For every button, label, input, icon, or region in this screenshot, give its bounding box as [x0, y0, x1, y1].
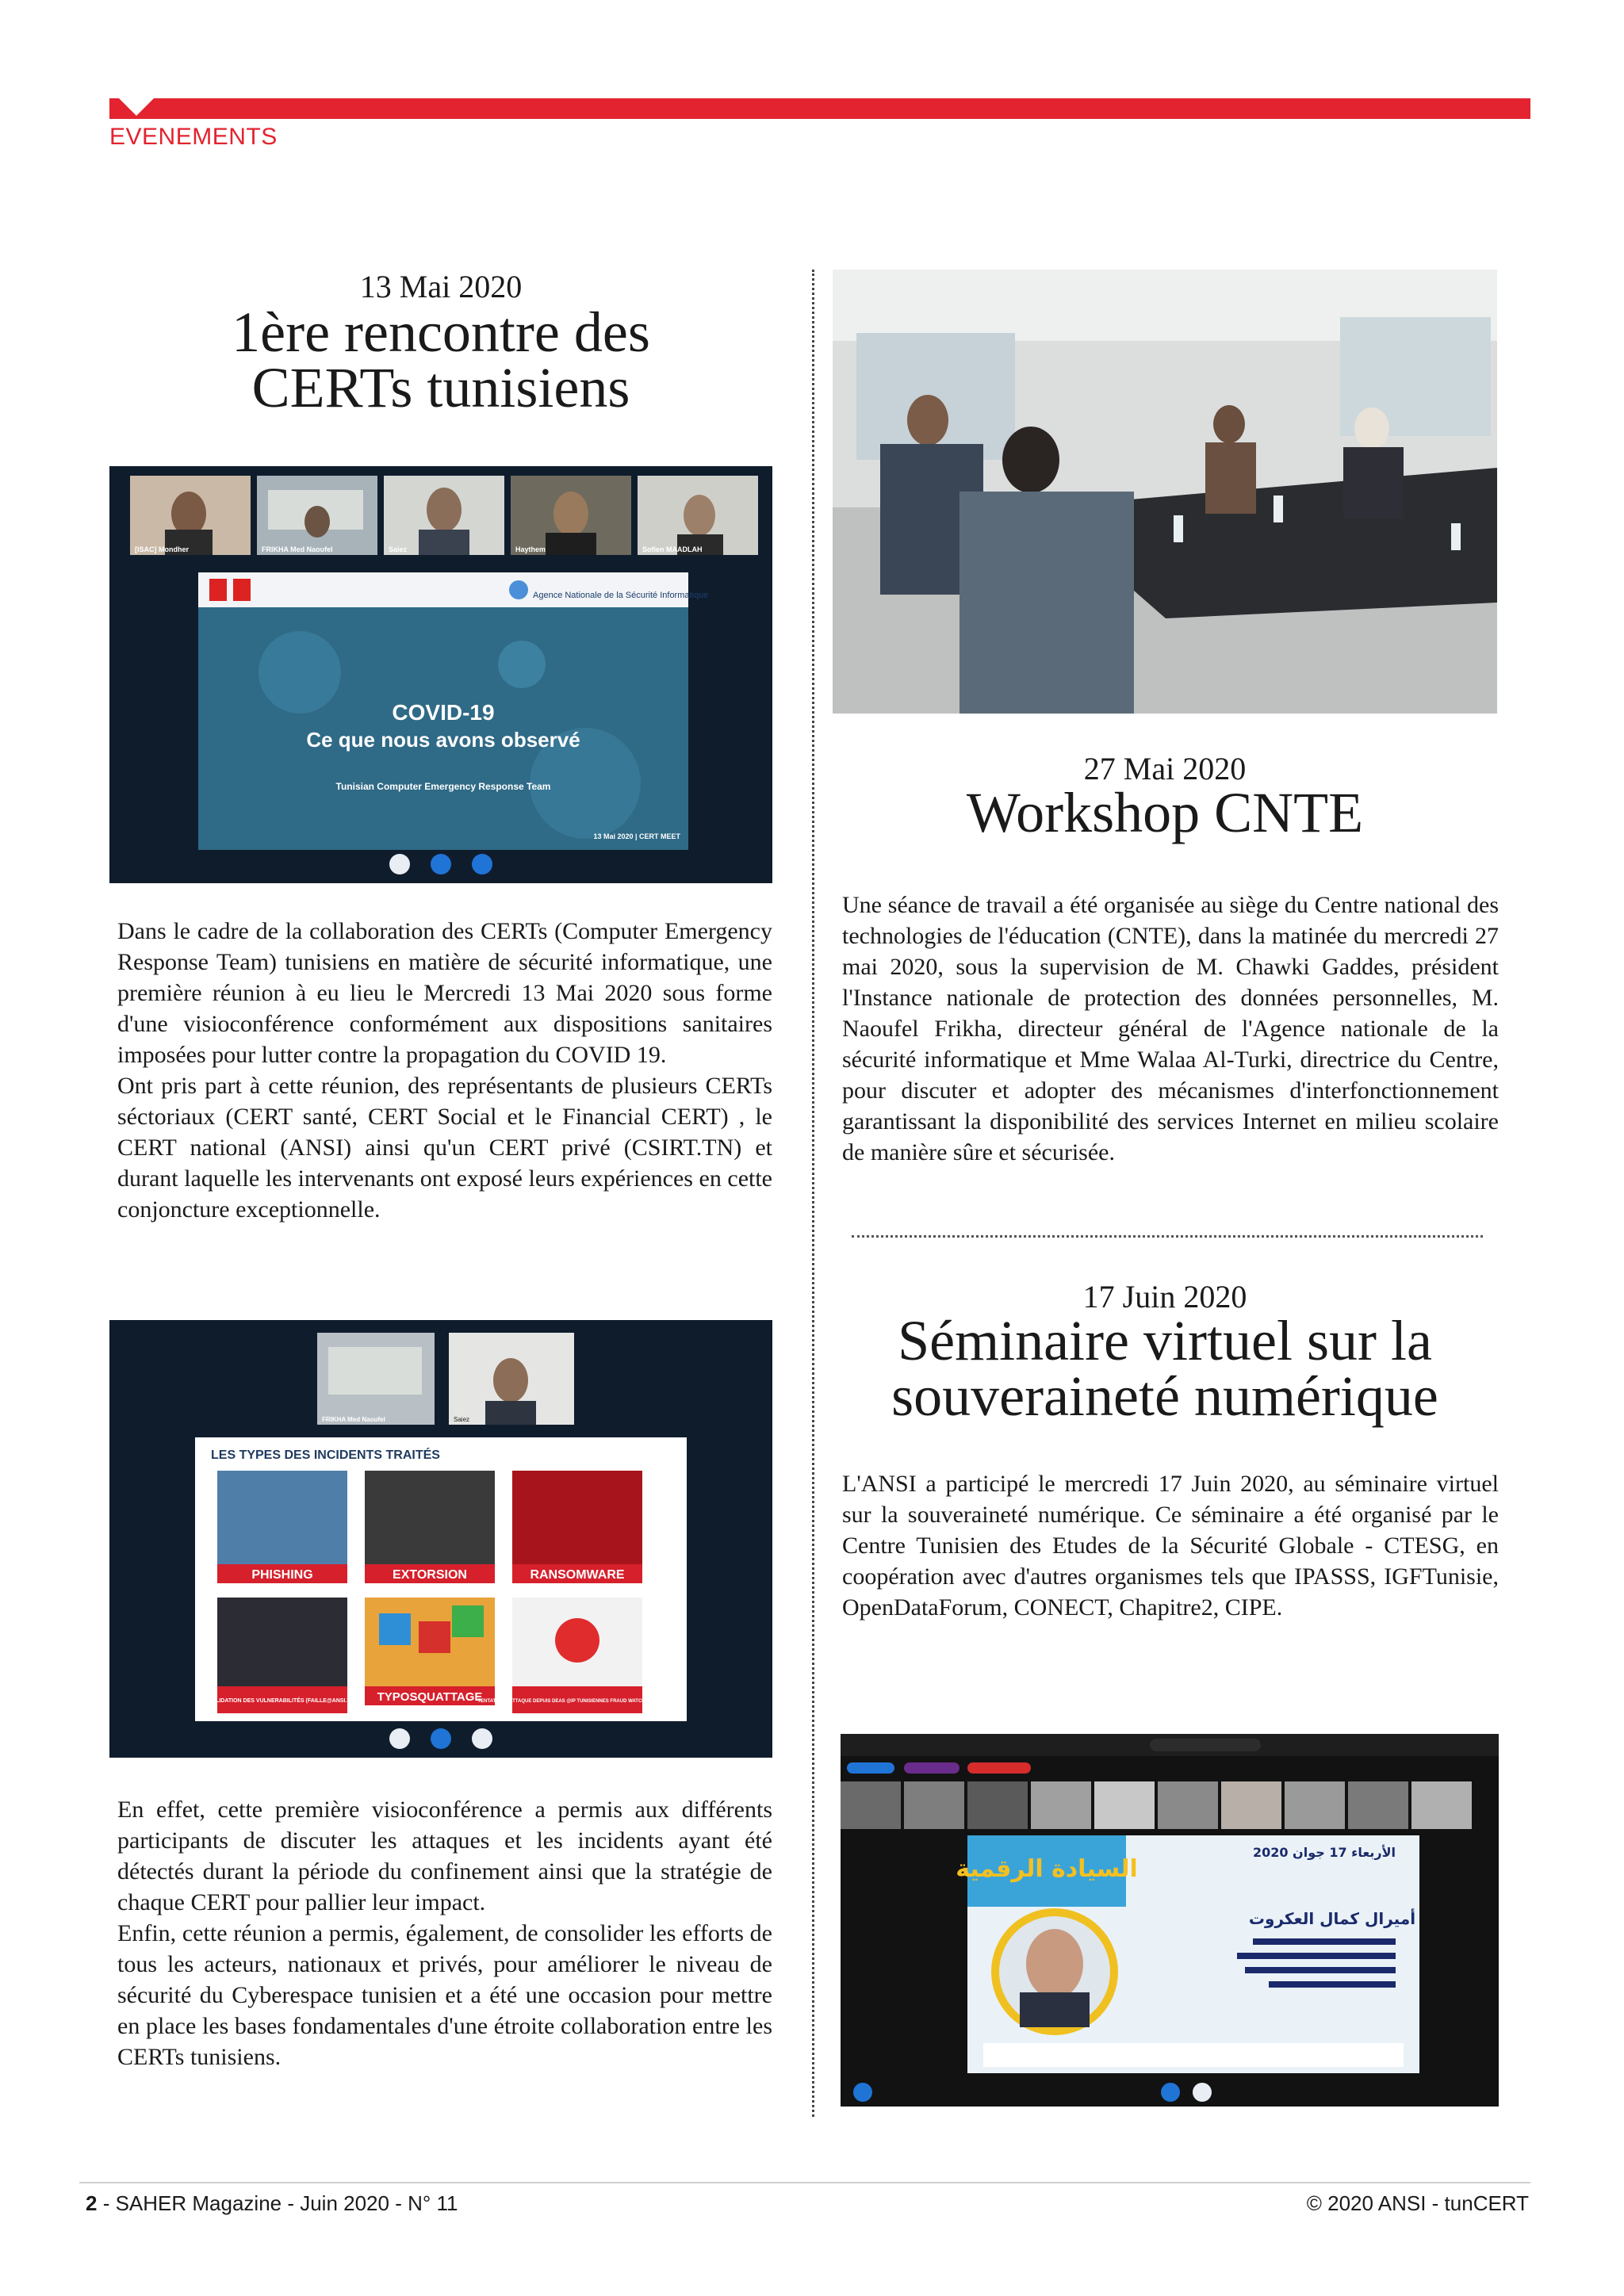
incident-label-phishing: PHISHING — [251, 1568, 313, 1582]
mute-icon-2[interactable] — [389, 1728, 410, 1749]
article3-body — [842, 1468, 1499, 1623]
article1-title — [109, 300, 772, 419]
incident-label-typosquattage: TYPOSQUATTAGE — [377, 1690, 483, 1704]
article3-title-line2: souveraineté numérique — [891, 1364, 1438, 1428]
videoconference-1-graphic — [109, 466, 772, 883]
article2-title: Workshop CNTE — [966, 781, 1364, 844]
add-icon[interactable] — [853, 2083, 872, 2102]
magazine-info: - SAHER Magazine - Juin 2020 - N° 11 — [97, 2191, 458, 2215]
camera-icon[interactable] — [472, 854, 492, 874]
camera-icon-3[interactable] — [1193, 2083, 1212, 2102]
header-bar — [109, 98, 1530, 119]
article1-paragraph-4: Enfin, cette réunion a permis, également, de consolider les efforts de tous les acteurs, nationaux et privés, pour améliorer le niveau de sécurité du Cyberespace tunisien et a été une occasion pour mettre en place les bases fondamentales d'une étroite collaboration entre les CERTs tunisiens. — [117, 1920, 772, 2070]
phone-icon[interactable] — [431, 854, 451, 874]
article1-body-part2 — [117, 1794, 772, 2072]
videoconference-2-graphic — [109, 1320, 772, 1758]
page-number: 2 — [86, 2191, 98, 2215]
article1-date: 13 Mai 2020 — [359, 269, 523, 304]
article2-date: 27 Mai 2020 — [1083, 751, 1247, 786]
slide-title-2: Ce que nous avons observé — [306, 728, 580, 752]
camera-off-icon-2[interactable] — [472, 1728, 492, 1749]
footer-left — [86, 2191, 458, 2216]
poster-speaker: أميرال كمال العكروت — [1248, 1909, 1416, 1928]
poster-date: الأربعاء 17 جوان 2020 — [1252, 1845, 1396, 1860]
participant-name-b: Saiez — [454, 1416, 470, 1423]
seminar-screenshot — [841, 1734, 1499, 2107]
article2-body — [842, 890, 1499, 1168]
footer-copyright: © 2020 ANSI - tunCERT — [1306, 2191, 1529, 2215]
article2-paragraph: Une séance de travail a été organisée au siège du Centre national des technologies de l'éducation (CNTE), dans la matinée du mercredi 27 mai 2020, sous la supervision de M. Chawki Gaddes, président l'Instance nationale de protection des données personnelles, M. Naoufel Frikha, directeur général de l'Agence nationale de la sécurité informatique et Mme Walaa Al-Turki, directrice du Centre, pour discuter et adopter des mécanismes d'interfonctionnement garantissant la disponibilité des services Internet en milieu scolaire de manière sûre et sécurisée. — [842, 892, 1499, 1165]
slide-org: Agence Nationale de la Sécurité Informatique — [533, 591, 709, 600]
section-label: EVENEMENTS — [109, 124, 278, 150]
article1-paragraph-2: Ont pris part à cette réunion, des représentants de plusieurs CERTs séctoriaux (CERT santé, CERT Social et le Financial CERT) , le CERT national (ANSI) ainsi qu'un CERT privé (CSIRT.TN) et durant laquelle les intervenants ont exposé leurs expériences en cette conjoncture exceptionnelle. — [117, 1073, 772, 1223]
slide-title-1: COVID-19 — [392, 700, 495, 725]
participant-name-4: Haythem — [515, 545, 546, 553]
participant-name-a: FRIKHA Med Naoufel — [322, 1416, 385, 1423]
incident-label-vulnerabilites: VALIDATION DES VULNERABILITÉS (FAILLE@ANSI.TN) — [208, 1698, 357, 1704]
participant-name-2: FRIKHA Med Naoufel — [262, 545, 333, 553]
mute-icon[interactable] — [389, 854, 410, 874]
participant-name-1: [ISAC] Mondher — [135, 545, 189, 553]
workshop-photo-graphic — [833, 270, 1497, 714]
phone-icon-2[interactable] — [431, 1728, 451, 1749]
footer-line — [79, 2182, 1530, 2183]
slide-footer: 13 Mai 2020 | CERT MEET — [593, 832, 680, 840]
article1-paragraph-1: Dans le cadre de la collaboration des CERTs (Computer Emergency Response Team) tunisiens en matière de sécurité informatique, une première réunion à eu lieu le Mercredi 13 Mai 2020 sous forme d'une visioconférence conformément aux dispositions sanitaires imposées pour lutter contre la propagation du COVID 19. — [117, 918, 772, 1068]
header-notch — [119, 98, 154, 116]
mic-icon[interactable] — [1161, 2083, 1180, 2102]
slide-subtitle: Tunisian Computer Emergency Response Team — [335, 781, 551, 792]
seminar-graphic — [841, 1734, 1499, 2107]
article3-title-line1: Séminaire virtuel sur la — [898, 1309, 1432, 1372]
videoconference-screenshot-2 — [109, 1320, 772, 1758]
article1-title-line2: CERTs tunisiens — [251, 356, 630, 419]
incident-label-fraud: TENTATIVE D'ATTAQUE DEPUIS DEAS @IP TUNISIENNES FRAUD WATCH & NETCRAFT — [477, 1699, 677, 1704]
videoconference-screenshot-1 — [109, 466, 772, 883]
article1-body-part1 — [117, 916, 772, 1225]
column-divider — [812, 270, 814, 2117]
incident-label-ransomware: RANSOMWARE — [530, 1568, 625, 1582]
article1-paragraph-3: En effet, cette première visioconférence a permis aux différents participants de discuter les attaques et les incidents ayant été détectés durant la période du confinement ainsi que la stratégie de chaque CERT pour pallier leur impact. — [117, 1797, 772, 1915]
participant-tiles — [130, 476, 758, 555]
participant-name-5: Sofien MAADLAH — [642, 545, 703, 553]
article3-paragraph: L'ANSI a participé le mercredi 17 Juin 2020, au séminaire virtuel sur la souveraineté numérique. Ce séminaire a été organisé par le Centre Tunisien des Etudes de la Sécurité Globale - CTESG, en coopération avec d'autres organismes tels que IPASSS, IGFTunisie, OpenDataForum, CONECT, Chapitre2, CIPE. — [842, 1471, 1499, 1621]
article1-title-line1: 1ère rencontre des — [232, 300, 650, 364]
incident-label-extorsion: EXTORSION — [393, 1568, 467, 1582]
article3-date: 17 Juin 2020 — [1082, 1279, 1247, 1314]
participant-name-3: Saiez — [389, 545, 408, 553]
article3-title — [833, 1309, 1497, 1428]
incidents-heading: LES TYPES DES INCIDENTS TRAITÉS — [211, 1448, 440, 1462]
workshop-photo — [833, 270, 1497, 714]
poster-title: السيادة الرقمية — [956, 1855, 1138, 1883]
article-separator — [852, 1235, 1483, 1238]
